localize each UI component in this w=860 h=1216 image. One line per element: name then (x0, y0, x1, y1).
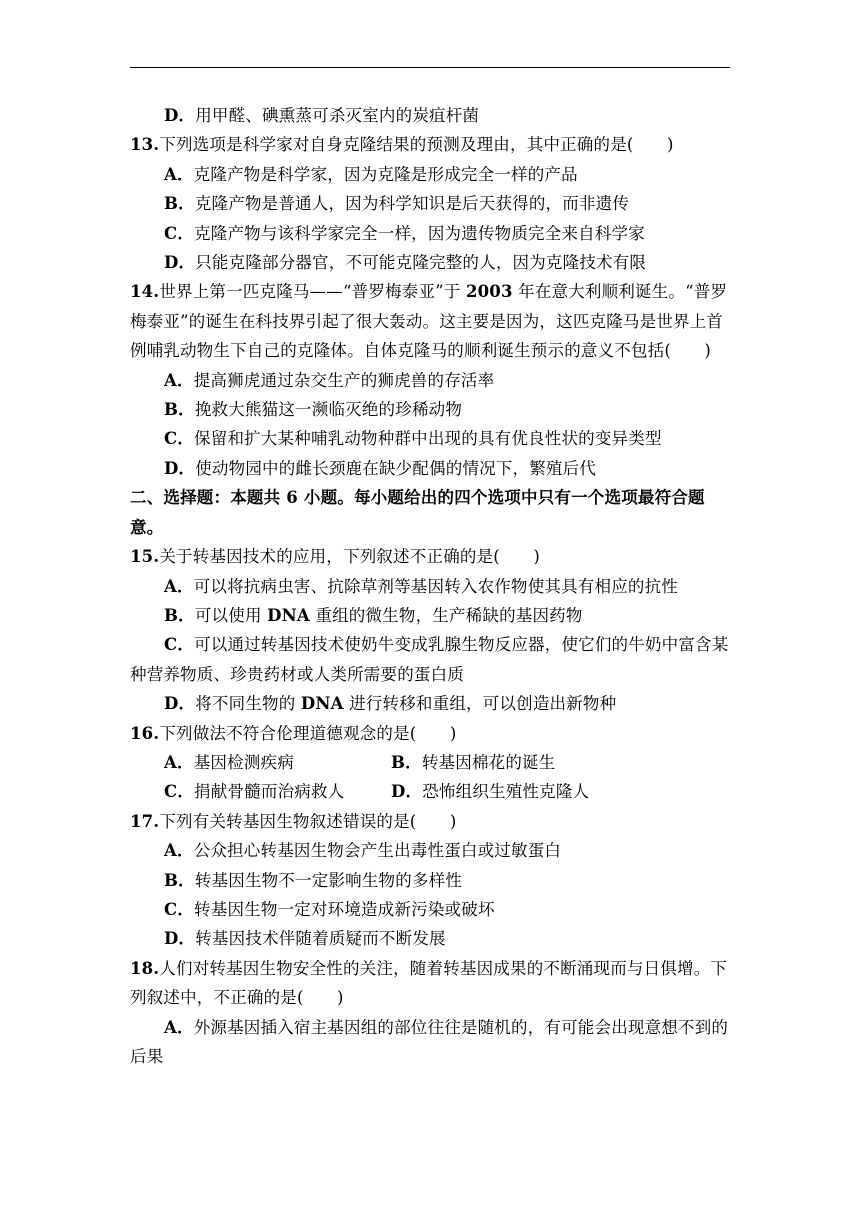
option-label: B． (391, 752, 422, 772)
section-heading (130, 483, 730, 542)
option-text: 捐献骨髓而治病救人 (194, 782, 345, 802)
q13-stem (130, 130, 730, 159)
option-label: A． (164, 576, 194, 596)
q12-option-d (130, 101, 730, 130)
option-text: 转基因生物不一定影响生物的多样性 (194, 870, 463, 890)
q14-option-d (130, 454, 730, 483)
document-body (130, 101, 730, 1071)
option-label: B． (164, 870, 195, 890)
option-label: B． (164, 194, 195, 214)
q18-option-a (130, 1013, 730, 1072)
option-text: 可以通过转基因技术使奶牛变成乳腺生物反应器，使它们的牛奶中富含某种营养物质、珍贵药材或人类所需要的蛋白质 (130, 635, 729, 684)
question-number: 16. (130, 723, 160, 743)
q16-stem (130, 719, 730, 748)
option-text: 克隆产物是科学家，因为克隆是形成完全一样的产品 (193, 164, 578, 184)
option-text: 克隆产物是普通人，因为科学知识是后天获得的，而非遗传 (194, 194, 630, 214)
question-number: 18. (130, 958, 160, 978)
option-label: B． (164, 400, 195, 420)
option-text: 转基因技术伴随着质疑而不断发展 (195, 929, 446, 949)
question-year: 2003 (465, 282, 513, 302)
q16-option-b (391, 748, 555, 777)
q17-option-c (130, 895, 730, 924)
option-text: 只能克隆部分器官，不可能克隆完整的人，因为克隆技术有限 (195, 253, 647, 273)
q13-option-b (130, 189, 730, 218)
option-label: D． (164, 106, 196, 125)
option-text: 外源基因插入宿主基因组的部位往往是随机的，有可能会出现意想不到的后果 (130, 1017, 729, 1066)
q16-option-a (164, 748, 391, 777)
option-label: A． (164, 1017, 194, 1037)
q14-option-c (130, 424, 730, 453)
q16-options-row-1 (130, 748, 730, 777)
q18-stem (130, 954, 730, 1013)
option-label: D． (391, 782, 423, 802)
question-text: 下列选项是科学家对自身克隆结果的预测及理由，其中正确的是( ) (159, 135, 674, 155)
option-label: D． (164, 253, 196, 273)
q14-stem (130, 277, 730, 365)
option-term-dna: DNA (300, 694, 344, 714)
question-number: 13. (130, 135, 160, 155)
q17-stem (130, 807, 730, 836)
option-text: 保留和扩大某种哺乳动物种群中出现的具有优良性状的变异类型 (194, 429, 662, 449)
q15-option-a (130, 572, 730, 601)
option-label: D． (164, 694, 196, 714)
section-count: 6 (286, 488, 298, 508)
q17-option-d (130, 924, 730, 953)
option-text-post: 进行转移和重组，可以创造出新物种 (349, 694, 617, 714)
option-label: B． (164, 605, 195, 625)
q17-option-a (130, 836, 730, 865)
question-text: 人们对转基因生物安全性的关注，随着转基因成果的不断涌现而与日俱增。下列叙述中，不正确的是( ) (130, 958, 728, 1008)
option-label: C． (164, 782, 195, 802)
section-title-a: 二、选择题：本题共 (130, 488, 281, 508)
q13-option-a (130, 160, 730, 189)
q16-options-row-2 (130, 777, 730, 806)
q16-option-c (164, 777, 391, 806)
question-text: 下列有关转基因生物叙述错误的是( ) (159, 811, 457, 831)
option-text: 可以将抗病虫害、抗除草剂等基因转入农作物使其具有相应的抗性 (193, 576, 679, 596)
question-text: 下列做法不符合伦理道德观念的是( ) (159, 723, 457, 743)
question-number: 17. (130, 811, 160, 831)
q16-option-d (391, 777, 589, 806)
q13-option-c (130, 219, 730, 248)
option-text-post: 重组的微生物，生产稀缺的基因药物 (315, 605, 583, 625)
header-rule (130, 67, 730, 68)
option-text: 转基因棉花的诞生 (421, 752, 556, 772)
option-label: A． (164, 841, 194, 861)
option-term-dna: DNA (267, 605, 310, 625)
option-text: 挽救大熊猫这一濒临灭绝的珍稀动物 (194, 400, 463, 420)
question-number: 15. (130, 547, 160, 567)
option-text: 公众担心转基因生物会产生出毒性蛋白或过敏蛋白 (193, 841, 562, 861)
question-text-a: 世界上第一匹克隆马——“普罗梅泰亚”于 (159, 282, 461, 302)
q14-option-b (130, 395, 730, 424)
option-label: D． (164, 458, 196, 478)
option-label: A． (164, 370, 194, 390)
option-text-pre: 可以使用 (194, 605, 262, 625)
question-text-b: 年在意大利顺利诞生。“普罗梅泰亚”的诞生在科技界引起了很大轰动。这主要是因为，这匹克隆马是世界上首例哺乳动物生下自己的克隆体。自体克隆马的顺利诞生预示的意义不包括( ) (130, 282, 728, 361)
q14-option-a (130, 366, 730, 395)
q13-option-d (130, 248, 730, 277)
q17-option-b (130, 866, 730, 895)
option-text: 克隆产物与该科学家完全一样，因为遗传物质完全来自科学家 (194, 223, 645, 243)
question-number: 14. (130, 282, 160, 302)
q15-option-c (130, 630, 730, 689)
option-text: 恐怖组织生殖性克隆人 (422, 782, 590, 802)
option-label: A． (164, 752, 194, 772)
option-label: C． (164, 899, 195, 919)
question-text: 关于转基因技术的应用，下列叙述不正确的是( ) (159, 547, 540, 567)
option-label: D． (164, 929, 196, 949)
q15-stem (130, 542, 730, 571)
option-text: 转基因生物一定对环境造成新污染或破坏 (194, 899, 495, 919)
option-text: 基因检测疾病 (193, 752, 294, 772)
option-label: C． (164, 223, 195, 243)
option-label: C． (164, 429, 195, 449)
q15-option-b (130, 601, 730, 630)
option-label: A． (164, 164, 194, 184)
option-text: 提高狮虎通过杂交生产的狮虎兽的存活率 (193, 370, 495, 390)
option-text: 使动物园中的雌长颈鹿在缺少配偶的情况下，繁殖后代 (195, 458, 597, 478)
option-text-pre: 将不同生物的 (195, 694, 296, 714)
option-label: C． (164, 635, 195, 655)
q15-option-d (130, 689, 730, 718)
section-title-b: 小题。每小题给出的四个选项中只有一个选项最符合题意。 (130, 488, 705, 537)
option-text: 用甲醛、碘熏蒸可杀灭室内的炭疽杆菌 (195, 106, 480, 125)
